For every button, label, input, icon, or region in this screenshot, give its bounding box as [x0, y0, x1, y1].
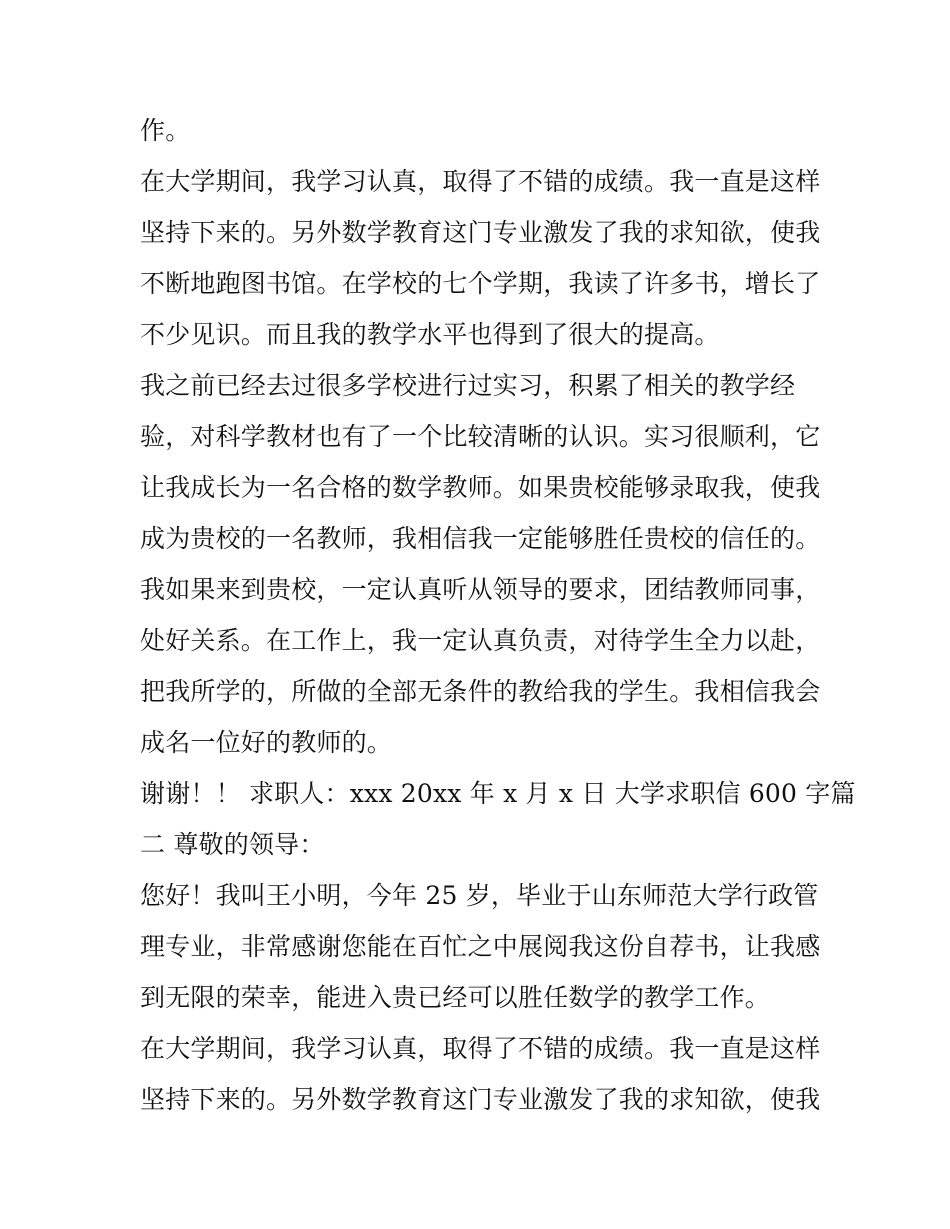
text-line: 不断地跑图书馆。在学校的七个学期，我读了许多书，增长了 — [140, 269, 821, 298]
text-line: 在大学期间，我学习认真，取得了不错的成绩。我一直是这样 — [140, 167, 821, 196]
text-line: 理专业，非常感谢您能在百忙之中展阅我这份自荐书，让我感 — [140, 932, 821, 961]
text-line: 我如果来到贵校，一定认真听从领导的要求，团结教师同事， — [140, 575, 821, 604]
text-line: 验，对科学教材也有了一个比较清晰的认识。实习很顺利，它 — [140, 422, 821, 451]
text-line: 坚持下来的。另外数学教育这门专业激发了我的求知欲，使我 — [140, 1085, 821, 1114]
text-line: 作。 — [140, 116, 191, 145]
letter-body — [140, 105, 856, 1125]
text-line: 成为贵校的一名教师，我相信我一定能够胜任贵校的信任的。 — [140, 524, 821, 553]
text-line: 到无限的荣幸，能进入贵已经可以胜任数学的教学工作。 — [140, 983, 771, 1012]
text-line: 让我成长为一名合格的数学教师。如果贵校能够录取我，使我 — [140, 473, 821, 502]
text-line: 处好关系。在工作上，我一定认真负责，对待学生全力以赴， — [140, 626, 821, 655]
text-line: 不少见识。而且我的教学水平也得到了很大的提高。 — [140, 320, 720, 349]
text-line: 坚持下来的。另外数学教育这门专业激发了我的求知欲，使我 — [140, 218, 821, 247]
text-line: 在大学期间，我学习认真，取得了不错的成绩。我一直是这样 — [140, 1034, 821, 1063]
text-line: 把我所学的，所做的全部无条件的教给我的学生。我相信我会 — [140, 677, 821, 706]
text-line: 您好！我叫王小明，今年 25 岁，毕业于山东师范大学行政管 — [140, 881, 819, 910]
text-line: 我之前已经去过很多学校进行过实习，积累了相关的教学经 — [140, 371, 796, 400]
text-line: 谢谢！！ 求职人：xxx 20xx 年 x 月 x 日 大学求职信 600 字篇 — [140, 779, 856, 808]
text-line: 成名一位好的教师的。 — [140, 728, 393, 757]
text-line: 二 尊敬的领导： — [140, 830, 325, 859]
